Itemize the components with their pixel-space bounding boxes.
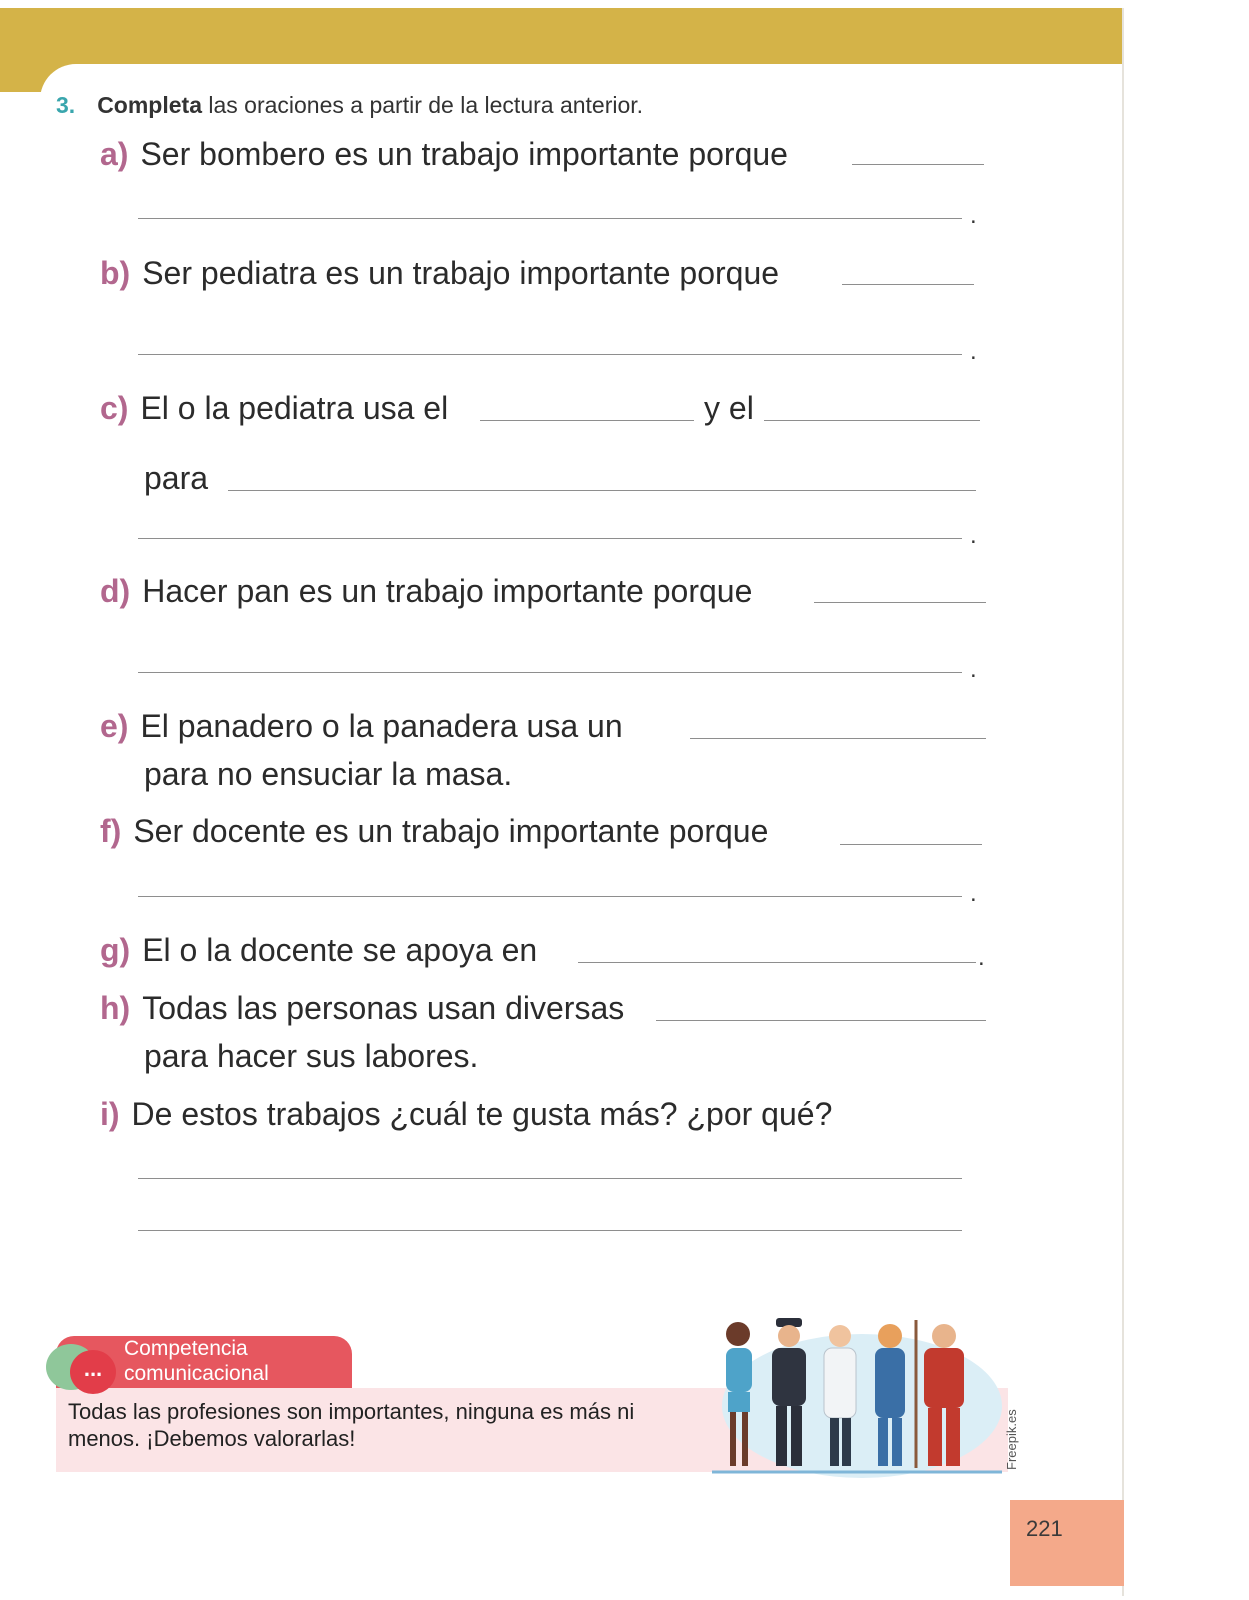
item-c-text: El o la pediatra usa el [140,390,449,426]
answer-line-g1[interactable] [578,962,976,963]
answer-line-b1[interactable] [842,284,974,285]
item-e-text: El panadero o la panadera usa un [140,708,623,744]
item-a-letter: a) [100,136,129,172]
item-e-letter: e) [100,708,129,744]
item-f-letter: f) [100,813,122,849]
period-g: . [978,944,985,971]
answer-line-b2[interactable] [138,354,962,355]
answer-line-a2[interactable] [138,218,962,219]
period-c: . [970,522,977,549]
item-b [100,255,779,292]
item-d-text: Hacer pan es un trabajo importante porque [142,573,753,609]
exercise-number: 3. [56,92,76,118]
item-g-letter: g) [100,932,131,968]
item-c-letter: c) [100,390,129,426]
item-d-letter: d) [100,573,131,609]
chat-bubbles-icon [70,1350,116,1394]
item-g-text: El o la docente se apoya en [142,932,538,968]
period-f: . [970,880,977,907]
answer-line-i1[interactable] [138,1178,962,1179]
competencia-text: Todas las profesiones son importantes, ninguna es más ni menos. ¡Debemos valorarlas! [68,1399,635,1451]
page-number-box [1010,1500,1124,1586]
professionals-illustration [712,1316,1008,1478]
item-f [100,813,768,850]
item-a [100,136,788,173]
item-h [100,990,624,1027]
item-c [100,390,448,427]
instruction-verb: Completa [97,92,202,118]
item-a-text: Ser bombero es un trabajo importante porque [140,136,788,172]
answer-line-c2[interactable] [764,420,980,421]
answer-line-c3[interactable] [228,490,976,491]
item-b-text: Ser pediatra es un trabajo importante porque [142,255,780,291]
answer-line-i2[interactable] [138,1230,962,1231]
item-h-text: Todas las personas usan diversas [142,990,625,1026]
answer-line-h1[interactable] [656,1020,986,1021]
competencia-title-line1: Competencia [124,1337,248,1360]
item-g [100,932,537,969]
item-h-letter: h) [100,990,131,1026]
answer-line-f2[interactable] [138,896,962,897]
answer-line-e1[interactable] [690,738,986,739]
page-number: 221 [1026,1516,1063,1541]
answer-line-c1[interactable] [480,420,694,421]
item-c-line2: para [144,460,209,496]
item-h-line2: para hacer sus labores. [144,1038,479,1074]
item-e [100,708,623,745]
answer-line-d2[interactable] [138,672,962,673]
item-d [100,573,752,610]
item-b-letter: b) [100,255,131,291]
item-i [100,1096,832,1133]
item-i-letter: i) [100,1096,120,1132]
answer-line-d1[interactable] [814,602,986,603]
period-b: . [970,338,977,365]
period-a: . [970,202,977,229]
chat-dots: ... [83,1356,103,1381]
exercise-instruction [56,92,643,119]
page-edge [1122,8,1124,1596]
answer-line-f1[interactable] [840,844,982,845]
item-c-mid: y el [704,390,754,426]
period-d: . [970,656,977,683]
instruction-text: las oraciones a partir de la lectura anterior. [208,92,644,118]
illustration-credit: Freepik.es [1004,1409,1019,1470]
item-e-line2: para no ensuciar la masa. [144,756,513,792]
answer-line-a1[interactable] [852,164,984,165]
competencia-title-line2: comunicacional [124,1362,269,1385]
competencia-title [124,1336,269,1386]
item-f-text: Ser docente es un trabajo importante porque [133,813,769,849]
answer-line-c4[interactable] [138,538,962,539]
item-i-text: De estos trabajos ¿cuál te gusta más? ¿por qué? [131,1096,833,1132]
